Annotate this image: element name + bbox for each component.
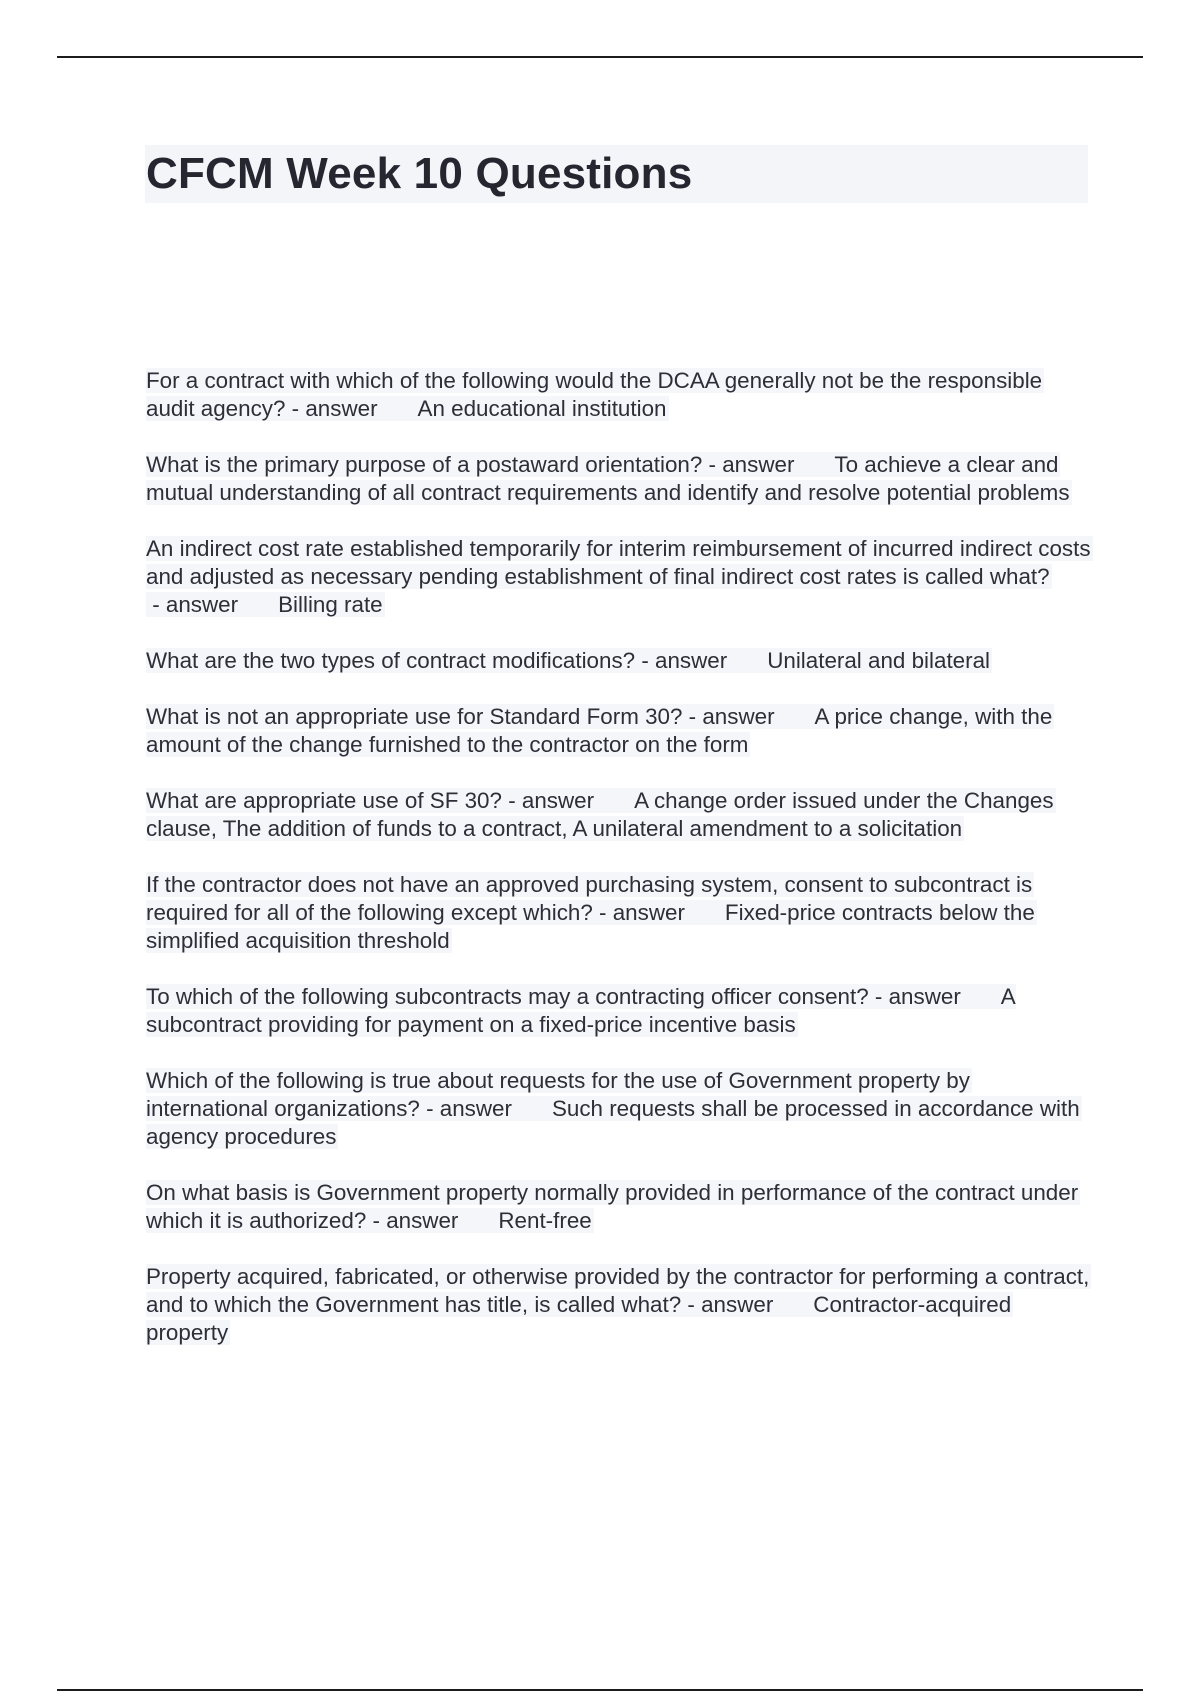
- answer-label: answer: [521, 788, 595, 813]
- answer-text: Contractor-acquired property: [146, 1292, 1012, 1345]
- qa-item: [146, 1263, 1091, 1347]
- qa-item: [146, 1179, 1091, 1235]
- answer-text: A price change, with the amount of the change furnished to the contractor on the form: [146, 704, 1053, 757]
- question-text: What are the two types of contract modifications?: [146, 648, 636, 673]
- question-text: On what basis is Government property normally provided in performance of the contract under which it is authorized?: [146, 1180, 1079, 1233]
- answer-separator: -: [681, 1292, 702, 1317]
- qa-text: [146, 536, 1093, 617]
- answer-text: Such requests shall be processed in accordance with agency procedures: [146, 1096, 1080, 1149]
- answer-separator: -: [146, 592, 166, 617]
- qa-item: [146, 535, 1091, 619]
- qa-item: [146, 703, 1091, 759]
- answer-text: To achieve a clear and mutual understanding of all contract requirements and identify and resolve potential problems: [146, 452, 1070, 505]
- answer-separator: -: [285, 396, 306, 421]
- qa-text: [146, 1180, 1080, 1233]
- qa-text: [146, 788, 1056, 841]
- footer-rule: [57, 1689, 1143, 1691]
- qa-text: [146, 1264, 1091, 1345]
- qa-text: [146, 704, 1054, 757]
- answer-text: A change order issued under the Changes clause, The addition of funds to a contract, A unilateral amendment to a solicitation: [146, 788, 1054, 841]
- answer-text: An educational institution: [417, 396, 667, 421]
- qa-item: [146, 451, 1091, 507]
- question-text: An indirect cost rate established temporarily for interim reimbursement of incurred indirect costs and adjusted as necessary pending establishment of final indirect cost rates is called what?: [146, 536, 1091, 589]
- answer-label: answer: [722, 452, 795, 477]
- answer-label: answer: [888, 984, 961, 1009]
- answer-label: answer: [612, 900, 685, 925]
- question-text: What are appropriate use of SF 30?: [146, 788, 502, 813]
- answer-separator: -: [366, 1208, 387, 1233]
- answer-label: answer: [655, 648, 728, 673]
- qa-item: [146, 367, 1091, 423]
- answer-text: Rent-free: [498, 1208, 592, 1233]
- answer-label: answer: [386, 1208, 459, 1233]
- qa-item: [146, 1067, 1091, 1151]
- qa-text: [146, 368, 1044, 421]
- qa-text: [146, 1068, 1082, 1149]
- question-text: For a contract with which of the following would the DCAA generally not be the responsible audit agency?: [146, 368, 1043, 421]
- answer-separator: -: [868, 984, 889, 1009]
- qa-item: [146, 871, 1091, 955]
- answer-label: answer: [701, 1292, 774, 1317]
- answer-label: answer: [165, 592, 239, 617]
- qa-item: [146, 647, 1091, 675]
- answer-text: Unilateral and bilateral: [767, 648, 990, 673]
- qa-text: [146, 452, 1072, 505]
- qa-item: [146, 787, 1091, 843]
- qa-item: [146, 983, 1091, 1039]
- answer-label: answer: [702, 704, 775, 729]
- answer-separator: -: [592, 900, 613, 925]
- answer-text: Billing rate: [278, 592, 383, 617]
- question-text: Property acquired, fabricated, or otherwise provided by the contractor for performing a contract, and to which the Government has title, is called what?: [146, 1264, 1090, 1317]
- answer-separator: -: [702, 452, 723, 477]
- qa-text: [146, 984, 1016, 1037]
- question-text: What is the primary purpose of a postaward orientation?: [146, 452, 703, 477]
- answer-separator: -: [635, 648, 656, 673]
- answer-label: answer: [305, 396, 378, 421]
- qa-list: [146, 367, 1091, 1375]
- header-rule: [57, 56, 1143, 58]
- answer-separator: -: [682, 704, 703, 729]
- question-text: To which of the following subcontracts may a contracting officer consent?: [146, 984, 869, 1009]
- qa-text: [146, 648, 992, 673]
- page-title: CFCM Week 10 Questions: [146, 149, 693, 198]
- answer-text: Fixed-price contracts below the simplified acquisition threshold: [146, 900, 1035, 953]
- answer-separator: -: [419, 1096, 440, 1121]
- question-text: What is not an appropriate use for Standard Form 30?: [146, 704, 683, 729]
- answer-separator: -: [501, 788, 522, 813]
- question-text: Which of the following is true about requests for the use of Government property by international organizations?: [146, 1068, 970, 1121]
- answer-label: answer: [439, 1096, 512, 1121]
- qa-text: [146, 872, 1037, 953]
- question-text: If the contractor does not have an approved purchasing system, consent to subcontract is required for all of the following except which?: [146, 872, 1033, 925]
- answer-text: A subcontract providing for payment on a fixed-price incentive basis: [146, 984, 1015, 1037]
